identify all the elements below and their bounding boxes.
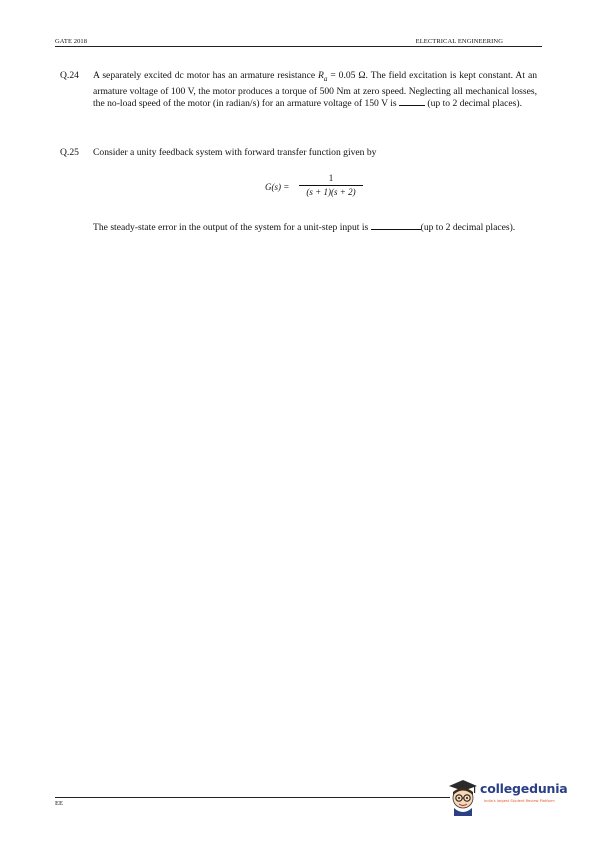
armature-resistance-subscript: a bbox=[323, 74, 328, 83]
collegedunia-logo bbox=[444, 778, 569, 818]
student-mascot-icon bbox=[448, 778, 478, 816]
equation-numerator: 1 bbox=[328, 173, 334, 183]
armature-resistance-symbol: R bbox=[318, 70, 324, 81]
header-subject: ELECTRICAL ENGINEERING bbox=[415, 38, 503, 45]
question-24-text-part2: = 0.05 Ω. The field excitation is kept constant. At an armature voltage of 100 V, the motor produces a torque of 500 Nm at zero speed. Neglecting all mechanical losses, the no-load speed of the motor (in radian/s) for an armature voltage of 150 V is bbox=[93, 70, 537, 110]
question-24-text bbox=[93, 70, 537, 110]
equation-denominator: (s + 1)(s + 2) bbox=[306, 187, 356, 197]
question-25-number: Q.25 bbox=[60, 147, 79, 158]
question-24-text-part3: (up to 2 decimal places). bbox=[425, 98, 522, 110]
question-24-text-part1: A separately excited dc motor has an armature resistance bbox=[93, 70, 319, 81]
question-25-text-part2: (up to 2 decimal places). bbox=[420, 222, 516, 233]
question-24-answer-blank bbox=[399, 97, 425, 106]
header-rule bbox=[55, 46, 542, 47]
question-25-text bbox=[93, 221, 537, 234]
question-25-answer-blank bbox=[371, 221, 421, 230]
logo-tagline: India's largest Student Review Platform bbox=[484, 799, 555, 803]
question-24-number: Q.24 bbox=[60, 70, 79, 81]
equation-fraction bbox=[299, 173, 363, 197]
footer-paper-code: EE bbox=[55, 800, 63, 807]
fraction-bar bbox=[299, 185, 363, 186]
question-25-text-part1: The steady-state error in the output of the system for a unit-step input is bbox=[93, 222, 371, 233]
footer-rule bbox=[55, 797, 450, 798]
header-exam-name: GATE 2018 bbox=[55, 38, 88, 45]
logo-wordmark: collegedunia bbox=[480, 781, 568, 796]
equation-lhs: G(s) = bbox=[265, 182, 290, 192]
question-25-intro: Consider a unity feedback system with forward transfer function given by bbox=[93, 147, 377, 158]
